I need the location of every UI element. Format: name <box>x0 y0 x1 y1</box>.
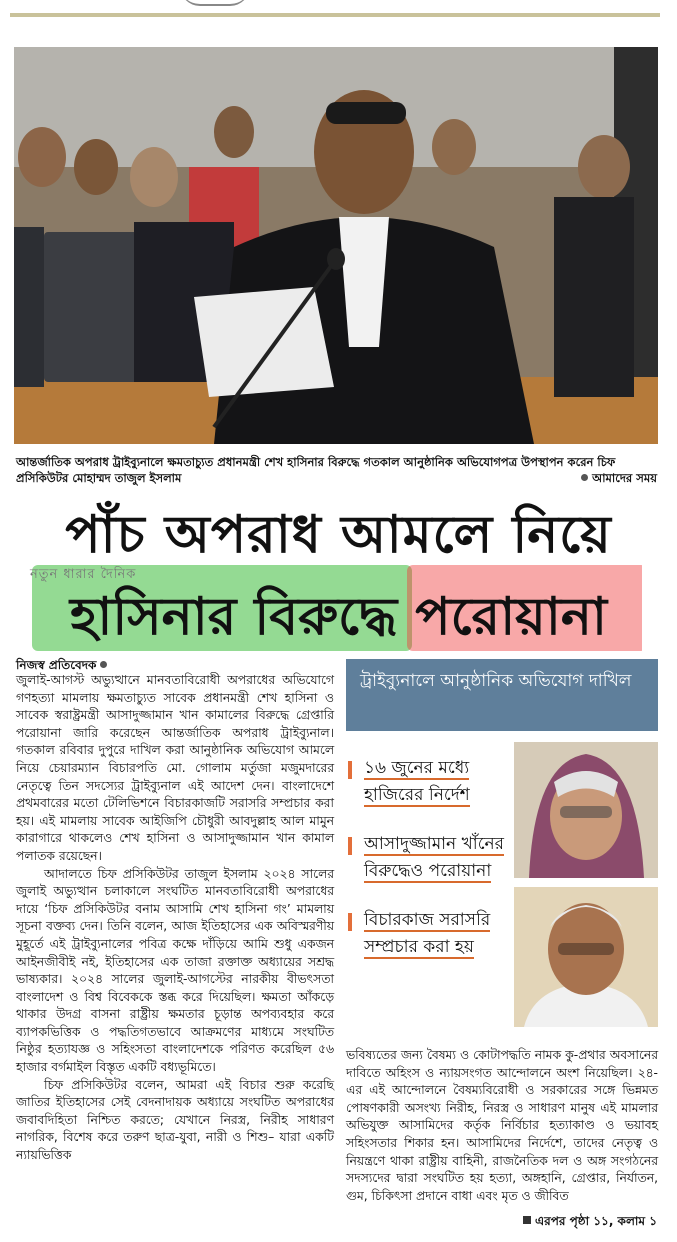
article-paragraph: আদালতে চিফ প্রসিকিউটর তাজুল ইসলাম ২০২৪ সালের জুলাই অভ্যুত্থান চলাকালে সংঘটিত মানবতাবিরোধী অপরাধের দায়ে ‘চিফ প্রসিকিউটর বনাম আসামি শেখ হাসিনা গং’ মামলায় সূচনা বক্তব্য দেন। তিনি বলেন, আজ ইতিহাসের এক অবিস্মরণীয় মুহূর্তে এই ট্রাইব্যুনালের পবিত্র কক্ষে দাঁড়িয়ে আমি শুধু একজন আইনজীবীই নই, ইতিহাসের এক তাজা রক্তাক্ত অধ্যায়ের সশ্রদ্ধ ভাষ্যকার। ২০২৪ সালের জুলাই-আগস্টের নারকীয় বীভৎসতা বাংলাদেশ ও বিশ্ব বিবেককে স্তব্ধ করে দিয়েছিল। ক্ষমতা আঁকড়ে থাকার উদগ্র বাসনা রাষ্ট্রীয় ক্ষমতার চূড়ান্ত অপব্যবহার করে ব্যাপকভিত্তিক ও পদ্ধতিগতভাবে আক্রমণের মাধ্যমে সংঘটিত নিষ্ঠুর হত্যাযজ্ঞ ও সহিংসতা বাংলাদেশকে পরিণত করেছিল ৫৬ হাজার বর্গমাইল বিস্তৃত একটি বধ্যভূমিতে। <box>16 866 334 1075</box>
portrait-photo-hasina <box>514 742 658 878</box>
portrait-photo-asaduzzaman <box>514 887 658 1027</box>
highlight-item: ১৬ জুনের মধ্যে হাজিরের নির্দেশ <box>346 755 510 809</box>
article-paragraph: জুলাই-আগস্ট অভ্যুত্থানে মানবতাবিরোধী অপরাধের অভিযোগে গণহত্যা মামলায় ক্ষমতাচ্যুত সাবেক প্রধানমন্ত্রী শেখ হাসিনা ও সাবেক স্বরাষ্ট্রমন্ত্রী আসাদুজ্জামান খান কামালের বিরুদ্ধে গ্রেপ্তারি পরোয়ানা জারি করেছেন আন্তর্জাতিক অপরাধ ট্রাইব্যুনাল। গতকাল রবিবার দুপুরে দাখিল করা আনুষ্ঠানিক অভিযোগ আমলে নিয়ে চেয়ারম্যান বিচারপতি মো. গোলাম মর্তুজা মজুমদারের নেতৃত্বে তিন সদস্যের ট্রাইব্যুনাল এই আদেশ দেন। বাংলাদেশে প্রথমবারের মতো টেলিভিশনে বিচারকাজটি সরাসরি সম্প্রচার করা হয়। এই মামলায় সাবেক আইজিপি চৌধুরী আবদুল্লাহ আল মামুন কারাগারে থাকলেও শেখ হাসিনা ও আসাদুজ্জামান খান কামাল পলাতক রয়েছেন। <box>16 673 334 863</box>
masthead-edge <box>180 0 250 6</box>
bullet-dot-icon <box>581 474 588 481</box>
highlight-item: আসাদুজ্জামান খাঁনের বিরুদ্ধেও পরোয়ানা <box>346 831 510 885</box>
byline-text: নিজস্ব প্রতিবেদক <box>16 658 97 672</box>
bullet-mark-icon <box>348 837 352 855</box>
sidebar-heading: ট্রাইব্যুনালে আনুষ্ঠানিক অভিযোগ দাখিল <box>346 659 658 731</box>
article-paragraph: চিফ প্রসিকিউটর বলেন, আমরা এই বিচার শুরু করেছি জাতির ইতিহাসের সেই বেদনাদায়ক অধ্যায়ে সংঘটিত অপরাধের জবাবদিহিতা নিশ্চিত করতে; যেখানে নিরস্ত্র, নিরীহ সাধারণ নাগরিক, বিশেষ করে তরুণ ছাত্র-যুবা, নারী ও শিশু– যারা একটি ন্যায়ভিত্তিক <box>16 1077 334 1163</box>
continued-text: এরপর পৃষ্ঠা ১১, কলাম ১ <box>534 1214 657 1228</box>
continued-note <box>523 1213 657 1233</box>
article-body-right: ভবিষ্যতের জন্য বৈষম্য ও কোটাপদ্ধতি নামক কু-প্রথার অবসানের দাবিতে অহিংস ও ন্যায়সংগত আন্দোলনে অংশ নিয়েছিল। ২৪-এর এই আন্দোলনে বৈষম্যবিরোধী ও সরকারের সঙ্গে ভিন্নমত পোষণকারী অসংখ্য নিরীহ, নিরস্ত্র ও সাধারণ মানুষ এই মামলার অভিযুক্ত আসামিদের কর্তৃক নির্বিচার হত্যাকাণ্ড ও ভয়াবহ সহিংসতার শিকার হন। আসামিদের নির্দেশে, তাদের নেতৃত্ব ও নিয়ন্ত্রণে থাকা রাষ্ট্রীয় বাহিনী, রাজনৈতিক দল ও অঙ্গ সংগঠনের সদস্যদের দ্বারা সংঘটিত হয় হত্যা, অঙ্গহানি, গ্রেপ্তার, নির্যাতন, গুম, চিকিৎসা প্রদানে বাধা এবং মৃত ও জীবিত <box>346 1048 658 1203</box>
bullet-mark-icon <box>348 913 352 931</box>
photo-credit <box>577 470 657 489</box>
highlight-list <box>346 755 510 983</box>
top-rule <box>10 13 660 17</box>
article-body-left <box>16 672 334 1165</box>
watermark-tagline: নতুন ধারার দৈনিক <box>30 567 137 582</box>
square-bullet-icon <box>523 1216 531 1224</box>
bullet-mark-icon <box>348 761 352 779</box>
photo-credit-label: আমাদের সময় <box>592 471 657 485</box>
photo-caption: আন্তর্জাতিক অপরাধ ট্রাইব্যুনালে ক্ষমতাচ্যুত প্রধানমন্ত্রী শেখ হাসিনার বিরুদ্ধে গতকাল আনুষ্ঠানিক অভিযোগপত্র উপস্থাপন করেন চিফ প্রসিকিউটর মোহাম্মদ তাজুল ইসলাম <box>16 455 616 485</box>
headline-line-1: পাঁচ অপরাধ আমলে নিয়ে <box>65 505 612 565</box>
headline <box>0 500 677 652</box>
highlight-item: বিচারকাজ সরাসরি সম্প্রচার করা হয় <box>346 907 510 961</box>
bullet-dot-icon <box>100 661 107 668</box>
courtroom-photo <box>14 47 658 444</box>
headline-line-2: হাসিনার বিরুদ্ধে পরোয়ানা <box>69 587 607 647</box>
